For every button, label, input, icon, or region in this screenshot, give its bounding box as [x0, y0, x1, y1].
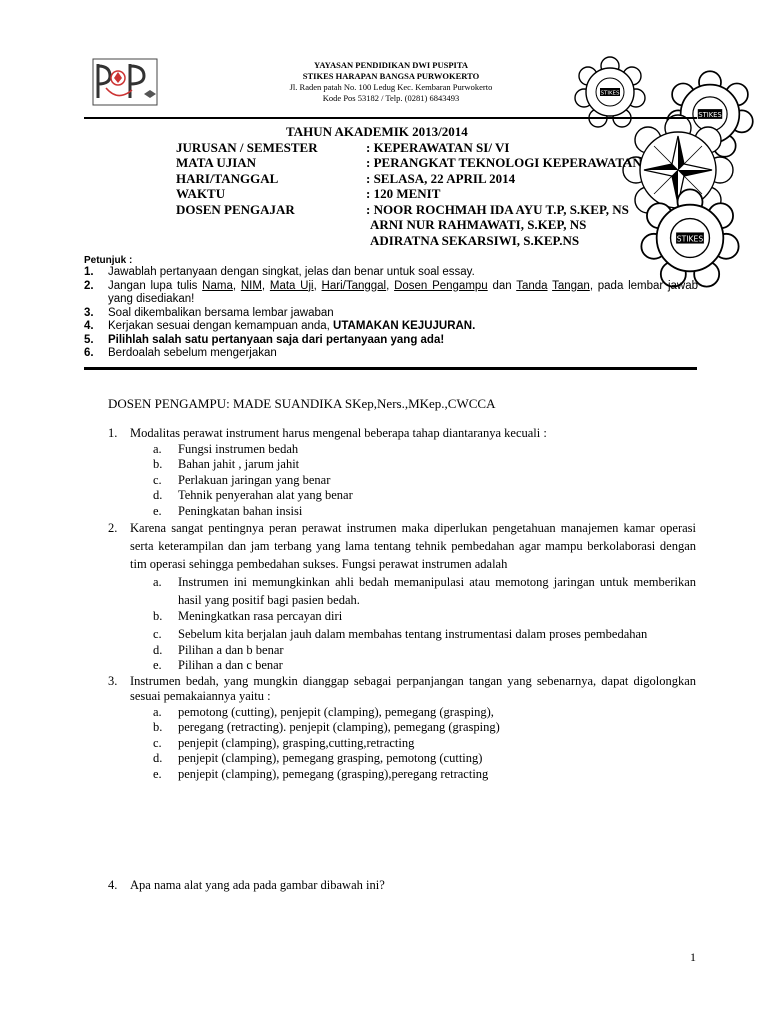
instruction-item: 5. Pilihlah salah satu pertanyaan saja dari pertanyaan yang ada!	[84, 333, 445, 346]
answer-option: a. pemotong (cutting), penjepit (clamping), pemegang (grasping),	[153, 704, 494, 719]
instruction-item: 2. Jangan lupa tulis Nama, NIM, Mata Uji, Hari/Tanggal, Dosen Pengampu dan Tanda Tangan, pada lembar jawab yang disediakan!	[84, 279, 699, 305]
answer-option: d. Pilihan a dan b benar	[153, 642, 284, 657]
instructions-title: Petunjuk :	[84, 255, 133, 266]
answer-option: a. Fungsi instrumen bedah	[153, 441, 299, 456]
lecturer-3: ADIRATNA SEKARSIWI, S.KEP.NS	[370, 232, 580, 248]
answer-option: c. Perlakuan jaringan yang benar	[153, 472, 331, 487]
answer-option: b. Bahan jahit , jarum jahit	[153, 457, 300, 471]
foundation-name: YAYASAN PENDIDIKAN DWI PUSPITA	[313, 60, 469, 70]
answer-option: b. Meningkatkan rasa percayan diri	[153, 609, 343, 623]
question: 4. Apa nama alat yang ada pada gambar dibawah ini?	[108, 878, 385, 892]
course-lecturer: DOSEN PENGAMPU: MADE SUANDIKA SKep,Ners.,MKep.,CWCCA	[108, 396, 496, 411]
instruction-item: 6. Berdoalah sebelum mengerjakan	[84, 347, 277, 359]
seal-label: STIKES	[676, 234, 704, 244]
instructions-divider	[84, 367, 697, 370]
school-address: Jl. Raden patah No. 100 Ledug Kec. Kembaran Purwokerto	[289, 82, 493, 92]
answer-option: c. Sebelum kita berjalan jauh dalam membahas tentang instrumentasi dalam proses pembedahan	[153, 626, 648, 641]
page-number: 1	[690, 950, 696, 964]
header-divider	[84, 117, 697, 119]
answer-option: d. Tehnik penyerahan alat yang benar	[153, 488, 353, 502]
answer-option: d. penjepit (clamping), pemegang grasping, pemotong (cutting)	[153, 751, 483, 765]
school-contact: Kode Pos 53182 / Telp. (0281) 6843493	[322, 93, 460, 103]
lecturer-2: ARNI NUR RAHMAWATI, S.KEP, NS	[370, 217, 587, 232]
info-row: DOSEN PENGAJAR : NOOR ROCHMAH IDA AYU T.P, S.KEP, NS	[176, 201, 629, 217]
academic-year: TAHUN AKADEMIK 2013/2014	[286, 124, 468, 139]
info-row: MATA UJIAN : PERANGKAT TEKNOLOGI KEPERAWATAN	[176, 155, 642, 170]
answer-option: e. Peningkatan bahan insisi	[153, 503, 303, 518]
answer-option: a. Instrumen ini memungkinkan ahli bedah memanipulasi atau memotong jaringan untuk memberikan hasil yang positif bagi pasien bedah.	[153, 575, 696, 607]
school-name: STIKES HARAPAN BANGSA PURWOKERTO	[302, 71, 480, 81]
question: 1. Modalitas perawat instrument harus mengenal beberapa tahap diantaranya kecuali :	[108, 426, 547, 440]
instruction-item: 4. Kerjakan sesuai dengan kemampuan anda, UTAMAKAN KEJUJURAN.	[84, 320, 476, 332]
answer-option: e. Pilihan a dan c benar	[153, 658, 283, 672]
seal-label: STIKES	[600, 90, 620, 97]
answer-options	[153, 442, 696, 520]
answer-options	[153, 705, 696, 783]
info-row: WAKTU : 120 MENIT	[176, 186, 441, 201]
answer-option: c. penjepit (clamping), grasping,cutting,retracting	[153, 735, 415, 750]
answer-options	[153, 573, 696, 674]
instruction-item: 3. Soal dikembalikan bersama lembar jawaban	[84, 306, 334, 319]
exam-info	[176, 124, 642, 248]
question: 2. Karena sangat pentingnya peran perawat instrumen maka diperlukan pengetahuan manajemen kamar operasi serta keterampilan dan jam terbang yang lama tentang tehnik pembedahan agar mampu berkolaborasi dengan tim operasi sehingga pembedahan sukses. Fungsi perawat instrumen adalah	[108, 521, 696, 571]
info-row: JURUSAN / SEMESTER : KEPERAWATAN SI/ VI	[176, 139, 510, 155]
info-row: HARI/TANGGAL : SELASA, 22 APRIL 2014	[176, 170, 516, 186]
instruction-item: 1. Jawablah pertanyaan dengan singkat, jelas dan benar untuk soal essay.	[84, 266, 475, 278]
seal-label: STIKES	[698, 111, 722, 120]
answer-option: b. peregang (retracting). penjepit (clamping), pemegang (grasping)	[153, 720, 500, 734]
questions-section	[108, 426, 696, 782]
instructions-list	[84, 266, 698, 361]
answer-option: e. penjepit (clamping), pemegang (grasping),peregang retracting	[153, 766, 489, 781]
question: 3. Instrumen bedah, yang mungkin dianggap sebagai perpanjangan tangan yang sebenarnya, dapat digolongkan sesuai pemakaiannya yaitu :	[108, 673, 696, 703]
foundation-logo-icon	[92, 58, 158, 106]
institution-header	[276, 60, 506, 104]
